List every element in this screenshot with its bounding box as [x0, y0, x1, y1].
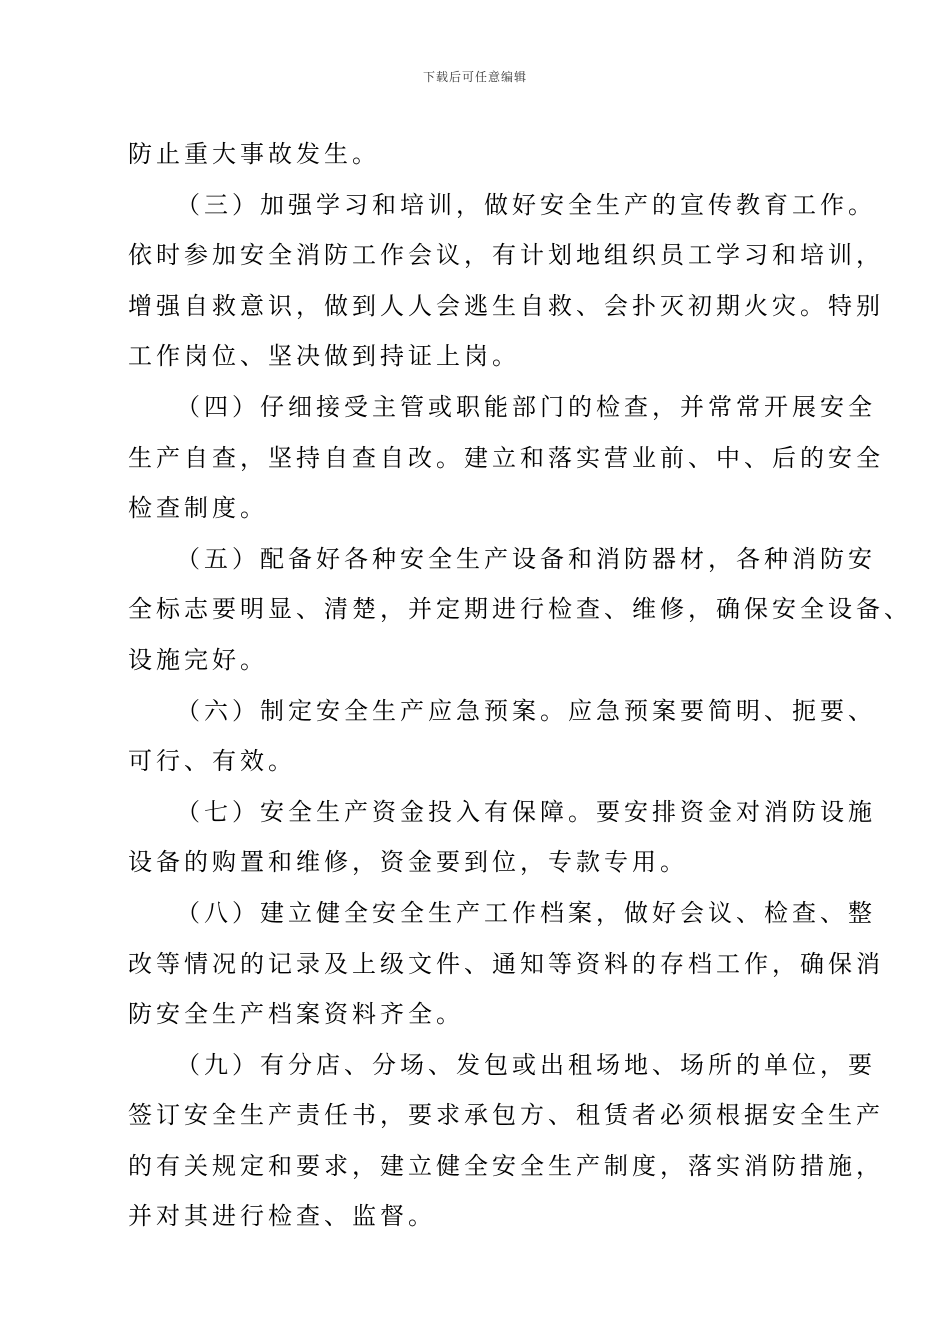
paragraph-first-line: （四）仔细接受主管或职能部门的检查，并常常开展安全 — [176, 392, 876, 421]
paragraph-first-line: （五）配备好各种安全生产设备和消防器材，各种消防安 — [176, 544, 876, 573]
paragraph-first-line: （九）有分店、分场、发包或出租场地、场所的单位，要 — [176, 1050, 876, 1079]
paragraph-first-line: （七）安全生产资金投入有保障。要安排资金对消防设施 — [176, 797, 876, 826]
paragraph-line: 生产自查，坚持自查自改。建立和落实营业前、中、后的安全 — [128, 443, 884, 472]
paragraph-line: 改等情况的记录及上级文件、通知等资料的存档工作，确保消 — [128, 949, 884, 978]
paragraph-line: 并对其进行检查、监督。 — [128, 1202, 436, 1231]
paragraph-line: 全标志要明显、清楚，并定期进行检查、维修，确保安全设备、 — [128, 595, 912, 624]
paragraph-line: 签订安全生产责任书，要求承包方、租赁者必须根据安全生产 — [128, 1101, 884, 1130]
paragraph-line: 检查制度。 — [128, 494, 268, 523]
paragraph-line: 防安全生产档案资料齐全。 — [128, 1000, 464, 1029]
paragraph-line: 工作岗位、坚决做到持证上岗。 — [128, 342, 520, 371]
paragraph-first-line: （六）制定安全生产应急预案。应急预案要简明、扼要、 — [176, 696, 876, 725]
paragraph-line: 依时参加安全消防工作会议，有计划地组织员工学习和培训， — [128, 241, 884, 270]
paragraph-line: 增强自救意识，做到人人会逃生自救、会扑灭初期火灾。特别 — [128, 291, 884, 320]
paragraph-first-line: （八）建立健全安全生产工作档案，做好会议、检查、整 — [176, 898, 876, 927]
document-body — [128, 129, 912, 1242]
paragraph-line: 防止重大事故发生。 — [128, 140, 380, 168]
page-header-note: 下载后可任意编辑 — [422, 70, 527, 84]
paragraph-line: 可行、有效。 — [128, 747, 296, 776]
paragraph-line: 设备的购置和维修，资金要到位，专款专用。 — [128, 848, 688, 877]
paragraph-first-line: （三）加强学习和培训，做好安全生产的宣传教育工作。 — [176, 190, 876, 219]
paragraph-line: 的有关规定和要求，建立健全安全生产制度，落实消防措施， — [128, 1151, 884, 1180]
paragraph-line: 设施完好。 — [128, 645, 268, 674]
